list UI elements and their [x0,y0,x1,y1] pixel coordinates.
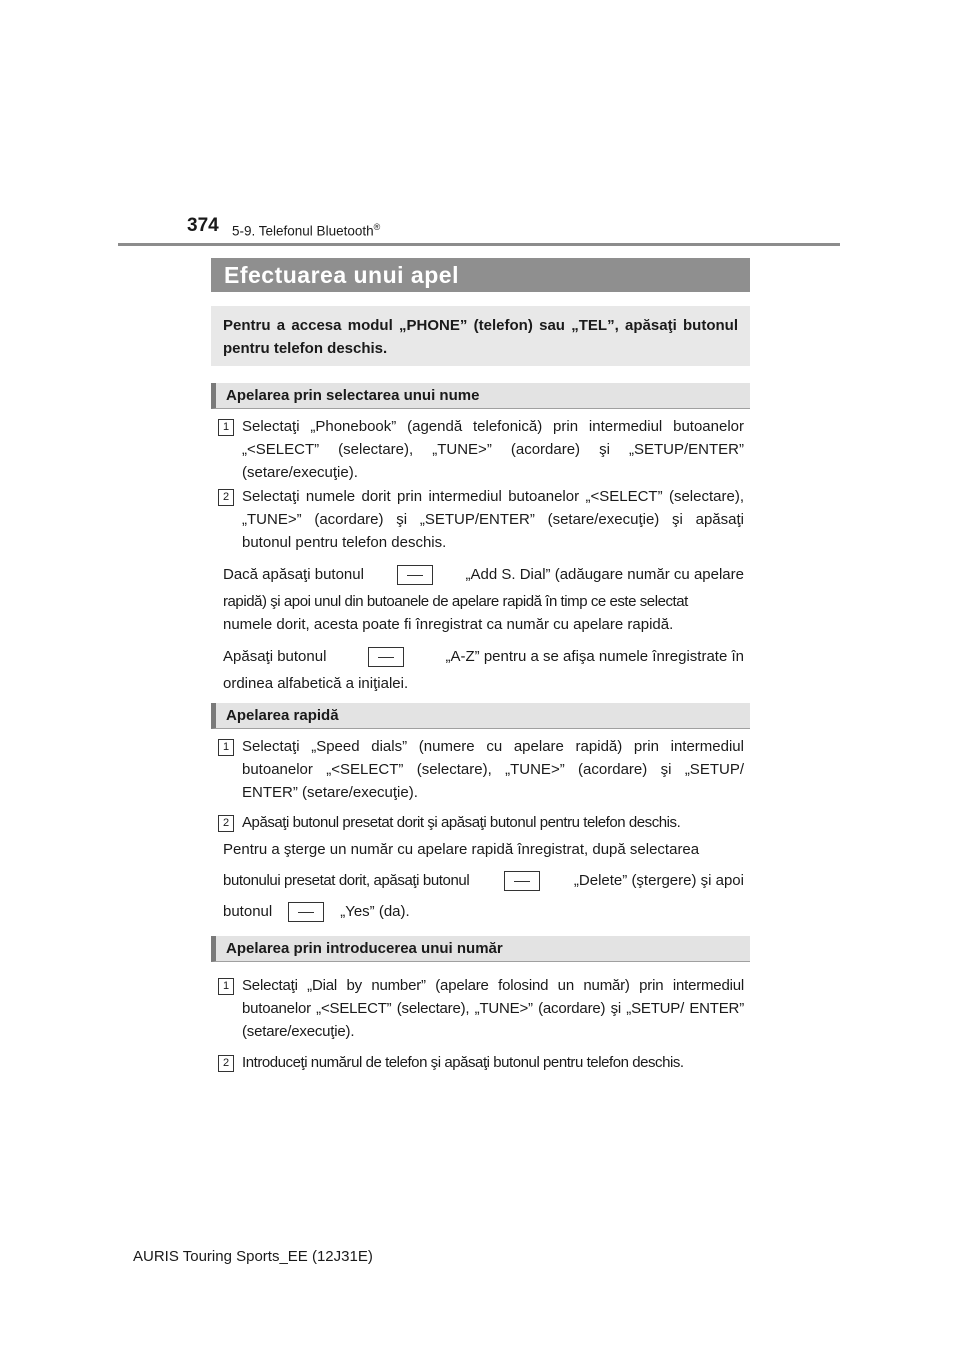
note-segment: butonului presetat dorit, apăsaţi butonul [223,872,470,889]
step-text: Selectaţi „Dial by number” (apelare folosind un număr) prin intermediul butoanelor „<SELECT” (selectare), „TUNE>” (acordare) şi „SETUP/ ENTER” (setare/execuţie). [242,977,744,1040]
note-delete [223,838,744,923]
step-badge: 2 [218,815,234,832]
button-icon [397,565,433,585]
note-line [223,645,744,668]
note-segment: Apăsaţi butonul [223,648,327,665]
note-segment: „Add S. Dial” (adăugare număr cu apelare [465,566,744,583]
note-line [223,900,744,923]
heading-enter-number: Apelarea prin introducerea unui număr [211,936,750,962]
page-number: 374 [187,215,219,236]
note-a-z [223,645,744,695]
note-segment: Dacă apăsaţi butonul [223,566,364,583]
step-text: Selectaţi numele dorit prin intermediul butoanelor „<SELECT” (selectare), „TUNE>” (acordare) şi „SETUP/ENTER” (setare/execuţie) şi apăsaţi butonul pentru telefon deschis. [242,488,744,551]
note-add-speed-dial [223,563,744,636]
step-text: Selectaţi „Speed dials” (numere cu apelare rapidă) prin intermediul butoanelor „<SELECT” (selectare), „TUNE>” (acordare) şi „SETUP/ ENTER” (setare/execuţie). [242,738,744,801]
header-rule [118,243,840,246]
step-badge: 1 [218,419,234,436]
footer: AURIS Touring Sports_EE (12J31E) [133,1248,373,1265]
step-text: Apăsaţi butonul presetat dorit şi apăsaţi butonul pentru telefon deschis. [242,814,681,831]
note-line: ordinea alfabetică a iniţialei. [223,675,409,692]
note-line: Pentru a şterge un număr cu apelare rapidă înregistrat, după selectarea [223,841,700,858]
registered-mark: ® [373,222,381,232]
note-segment: butonul [223,903,273,920]
note-segment: „Yes” (da). [340,903,410,920]
page-title: Efectuarea unui apel [211,258,750,292]
section-path [232,222,380,239]
button-icon [368,647,404,667]
step-text: Introduceţi numărul de telefon şi apăsaţi butonul pentru telefon deschis. [242,1054,684,1071]
note-segment: „Delete” (ştergere) şi apoi [573,872,744,889]
intro-box: Pentru a accesa modul „PHONE” (telefon) sau „TEL”, apăsaţi butonul pentru telefon deschis. [211,306,750,366]
step-badge: 2 [218,489,234,506]
note-line [223,563,744,586]
step-badge: 1 [218,739,234,756]
step-text: Selectaţi „Phonebook” (agendă telefonică) prin intermediul butoanelor „<SELECT” (selectare), „TUNE>” (acordare) şi „SETUP/ENTER” (setare/execuţie). [242,418,744,481]
step-badge: 2 [218,1055,234,1072]
step-badge: 1 [218,978,234,995]
note-segment: „A-Z” pentru a se afişa numele înregistrate în [445,648,744,665]
heading-speed-dial: Apelarea rapidă [211,703,750,729]
heading-select-name: Apelarea prin selectarea unui nume [211,383,750,409]
note-line: rapidă) şi apoi unul din butoanele de apelare rapidă în timp ce este selectat [223,593,688,610]
section-title: 5-9. Telefonul Bluetooth [232,223,374,239]
note-line [223,869,744,892]
button-icon [288,902,324,922]
button-icon [504,871,540,891]
note-line: numele dorit, acesta poate fi înregistrat ca număr cu apelare rapidă. [223,616,674,633]
